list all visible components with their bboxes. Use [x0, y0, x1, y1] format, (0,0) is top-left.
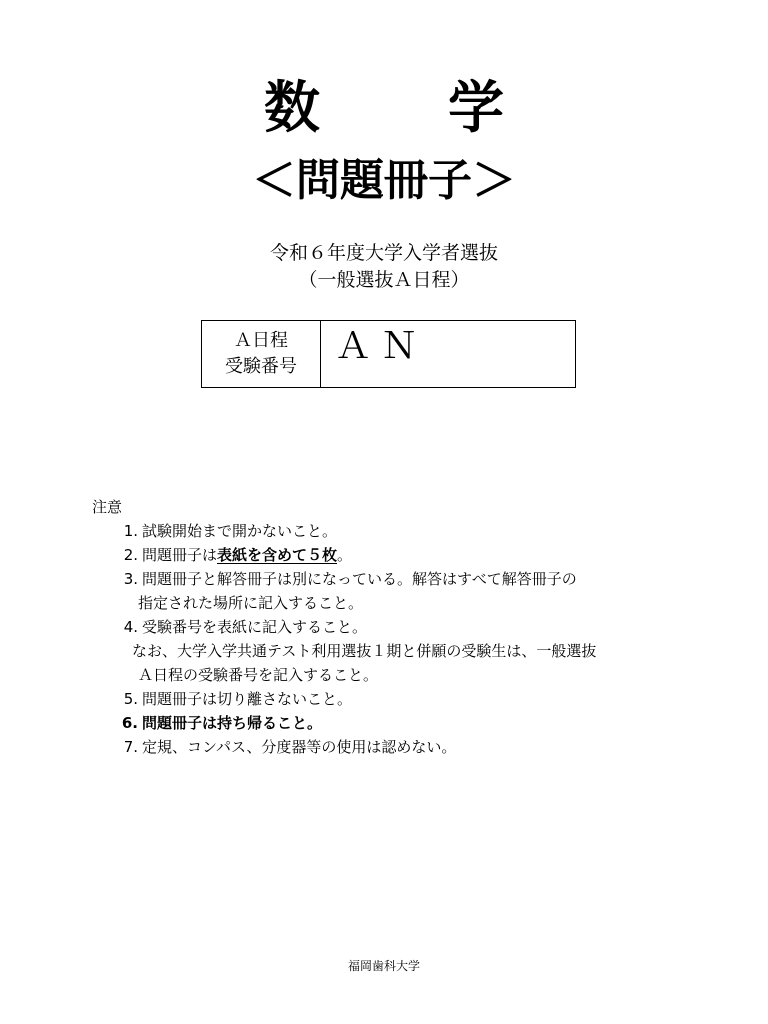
examinee-number-label-line2: 受験番号 — [225, 356, 297, 377]
note-number: 2. — [123, 546, 138, 564]
page-title: 数学 — [264, 76, 632, 141]
note-text — [138, 543, 352, 567]
note-text: 定規、コンパス、分度器等の使用は認めない。 — [142, 738, 457, 756]
note-number: 5. — [123, 690, 138, 708]
note-text: 試験開始まで開かないこと。 — [142, 522, 338, 540]
note-item — [92, 615, 732, 639]
note-text-emphasis: 表紙を含めて５枚 — [217, 546, 338, 564]
examinee-number-field[interactable]: ＡＮ — [335, 326, 428, 367]
note-continuation: なお、大学入学共通テスト利用選抜１期と併願の受験生は、一般選抜 — [132, 642, 597, 660]
examinee-number-label-line1: Ａ日程 — [234, 330, 288, 351]
note-number: 3. — [123, 570, 138, 588]
notes-section — [92, 495, 732, 759]
note-continuation: Ａ日程の受験番号を記入すること。 — [138, 666, 379, 684]
note-item — [92, 567, 732, 591]
note-text: 受験番号を表紙に記入すること。 — [142, 618, 368, 636]
note-number: 6. — [121, 714, 138, 732]
note-text: 問題冊子は持ち帰ること。 — [142, 714, 323, 732]
note-item — [92, 687, 732, 711]
note-number: 4. — [123, 618, 138, 636]
note-continuation: 指定された場所に記入すること。 — [138, 594, 364, 612]
note-text-after: 。 — [337, 546, 353, 564]
note-item — [92, 519, 732, 543]
exam-type: （一般選抜Ａ日程） — [298, 269, 470, 291]
university-name: 福岡歯科大学 — [347, 959, 420, 973]
examinee-number-label — [202, 321, 321, 387]
note-text-before: 問題冊子は — [142, 546, 218, 564]
note-number: 1. — [123, 522, 138, 540]
exam-name: 令和６年度大学入学者選抜 — [269, 242, 498, 264]
note-text: 問題冊子は切り離さないこと。 — [142, 690, 353, 708]
notes-heading: 注意 — [92, 498, 123, 516]
note-item — [92, 543, 732, 567]
note-item — [92, 711, 732, 735]
note-item — [92, 735, 732, 759]
note-number: 7. — [123, 738, 138, 756]
note-text: 問題冊子と解答冊子は別になっている。解答はすべて解答冊子の — [142, 570, 577, 588]
examinee-number-box — [201, 320, 576, 388]
page-subtitle: ＜問題冊子＞ — [252, 155, 516, 206]
